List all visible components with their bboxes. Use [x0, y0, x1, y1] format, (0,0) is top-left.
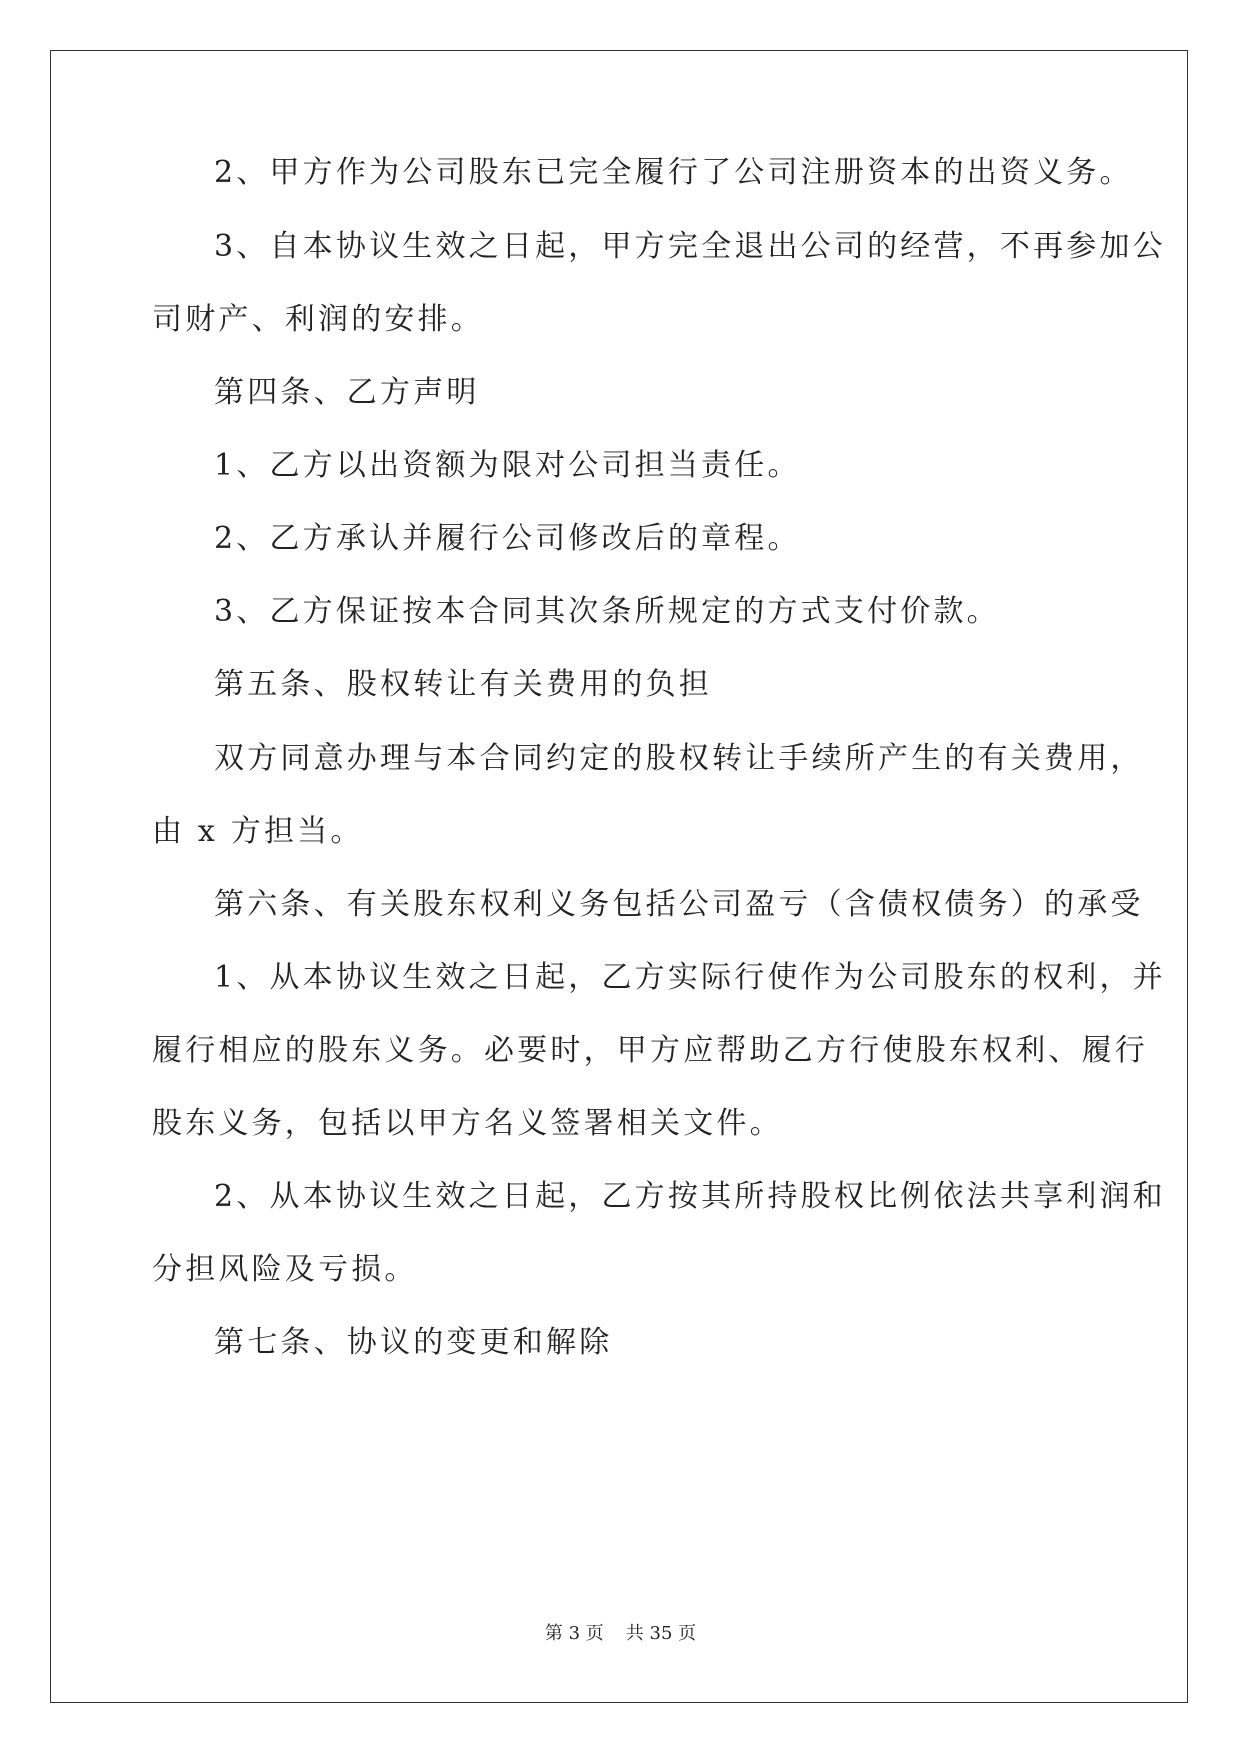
paragraph-line: 2、甲方作为公司股东已完全履行了公司注册资本的出资义务。 — [214, 155, 1133, 190]
paragraph-line: 2、乙方承认并履行公司修改后的章程。 — [214, 521, 801, 556]
paragraph-line: 3、自本协议生效之日起，甲方完全退出公司的经营，不再参加公 — [214, 229, 1166, 264]
page-footer — [0, 1622, 1241, 1646]
paragraph-line: 司财产、利润的安排。 — [152, 302, 484, 337]
paragraph-line: 1、乙方以出资额为限对公司担当责任。 — [214, 448, 801, 483]
section-heading: 第五条、股权转让有关费用的负担 — [214, 667, 712, 702]
section-heading: 第六条、有关股东权利义务包括公司盈亏（含债权债务）的承受 — [214, 887, 1144, 922]
section-heading: 第七条、协议的变更和解除 — [214, 1325, 613, 1360]
paragraph-line: 1、从本协议生效之日起，乙方实际行使作为公司股东的权利，并 — [214, 960, 1166, 995]
paragraph-line: 3、乙方保证按本合同其次条所规定的方式支付价款。 — [214, 594, 1000, 629]
paragraph-line: 2、从本协议生效之日起，乙方按其所持股权比例依法共享利润和 — [214, 1179, 1166, 1214]
paragraph-line: 分担风险及亏损。 — [152, 1252, 418, 1287]
paragraph-line: 双方同意办理与本合同约定的股权转让手续所产生的有关费用， — [214, 741, 1144, 776]
paragraph-line: 股东义务，包括以甲方名义签署相关文件。 — [152, 1106, 783, 1141]
page-total: 共 35 页 — [625, 1623, 697, 1644]
section-heading: 第四条、乙方声明 — [214, 375, 480, 410]
paragraph-line: 履行相应的股东义务。必要时，甲方应帮助乙方行使股东权利、履行 — [152, 1033, 1148, 1068]
page-frame — [50, 50, 1188, 1703]
page-number: 第 3 页 — [544, 1623, 604, 1644]
paragraph-line: 由 x 方担当。 — [152, 814, 364, 849]
